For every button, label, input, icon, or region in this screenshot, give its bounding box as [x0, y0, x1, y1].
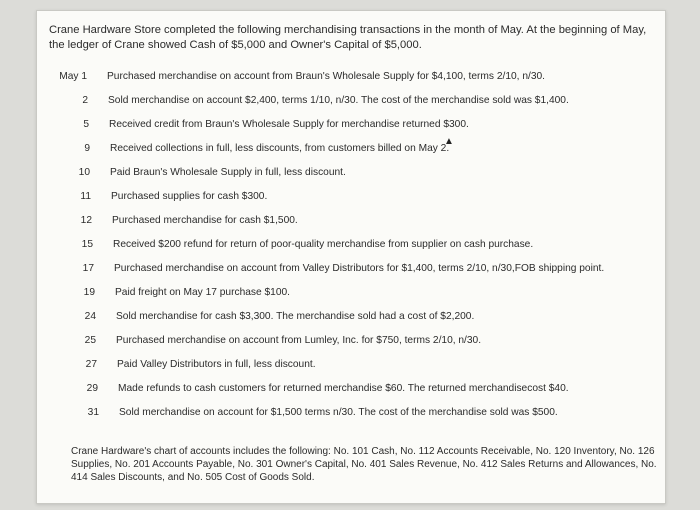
transaction-date: 10: [78, 167, 90, 178]
transaction-description: Purchased supplies for cash $300.: [111, 191, 268, 202]
transaction-description: Paid freight on May 17 purchase $100.: [115, 287, 290, 298]
chart-of-accounts-note: Crane Hardware's chart of accounts includes the following: No. 101 Cash, No. 112 Accounts Receivable, No. 120 Inventory, No. 126 Supplies, No. 201 Accounts Payable, No. 301 Owner's Capital, No. 401 Sales Revenue, No. 412 Sales Returns and Allowances, No. 414 Sales Discounts, and No. 505 Cost of Goods Sold.: [71, 446, 657, 483]
transaction-date: 27: [85, 359, 97, 370]
transaction-date: 17: [82, 263, 94, 274]
transaction-date: 24: [84, 311, 96, 322]
transaction-row: [37, 165, 667, 181]
transaction-description: Sold merchandise on account $2,400, terms 1/10, n/30. The cost of the merchandise sold was $1,400.: [108, 95, 569, 106]
transaction-row: [37, 93, 667, 109]
mouse-cursor-icon: ▲: [444, 136, 454, 147]
transaction-date: 9: [84, 143, 90, 154]
transaction-row: [37, 69, 667, 85]
transaction-description: Received collections in full, less discounts, from customers billed on May 2.: [110, 143, 450, 154]
transaction-row: [37, 285, 667, 301]
transaction-date: 25: [84, 335, 96, 346]
transaction-row: [37, 213, 667, 229]
transaction-date: May 1: [59, 71, 87, 82]
transaction-date: 11: [80, 191, 91, 202]
transaction-row: [37, 237, 667, 253]
transaction-description: Purchased merchandise on account from Lumley, Inc. for $750, terms 2/10, n/30.: [116, 335, 482, 346]
transaction-description: Paid Braun's Wholesale Supply in full, less discount.: [110, 167, 346, 178]
transaction-row: [37, 405, 667, 421]
transaction-row: [37, 333, 667, 349]
transaction-row: [37, 357, 667, 373]
transaction-row: [37, 261, 667, 277]
transaction-date: 2: [82, 95, 88, 106]
transaction-description: Purchased merchandise on account from Braun's Wholesale Supply for $4,100, terms 2/10, n/30.: [107, 71, 545, 82]
transaction-date: 31: [87, 407, 99, 418]
transaction-date: 29: [86, 383, 98, 394]
transaction-row: [37, 381, 667, 397]
transaction-row: [37, 117, 667, 133]
transaction-date: 5: [83, 119, 89, 130]
transaction-description: Purchased merchandise for cash $1,500.: [112, 215, 298, 226]
transaction-row: [37, 141, 667, 157]
transaction-description: Purchased merchandise on account from Valley Distributors for $1,400, terms 2/10, n/30,FOB shipping point.: [114, 263, 605, 274]
transaction-date: 15: [81, 239, 93, 250]
problem-intro: Crane Hardware Store completed the following merchandising transactions in the month of May. At the beginning of May, the ledger of Crane showed Cash of $5,000 and Owner's Capital of $5,000.: [49, 24, 647, 51]
transaction-date: 19: [83, 287, 95, 298]
problem-sheet: [36, 10, 666, 504]
transaction-description: Received $200 refund for return of poor-quality merchandise from supplier on cash purchase.: [113, 239, 534, 250]
transaction-row: [37, 309, 667, 325]
transaction-description: Sold merchandise on account for $1,500 terms n/30. The cost of the merchandise sold was $500.: [119, 407, 558, 418]
transaction-description: Made refunds to cash customers for returned merchandise $60. The returned merchandisecost $40.: [118, 383, 569, 394]
transaction-description: Received credit from Braun's Wholesale Supply for merchandise returned $300.: [109, 119, 469, 130]
transaction-description: Paid Valley Distributors in full, less discount.: [117, 359, 316, 370]
transaction-date: 12: [80, 215, 92, 226]
transaction-description: Sold merchandise for cash $3,300. The merchandise sold had a cost of $2,200.: [116, 311, 475, 322]
transaction-row: [37, 189, 667, 205]
